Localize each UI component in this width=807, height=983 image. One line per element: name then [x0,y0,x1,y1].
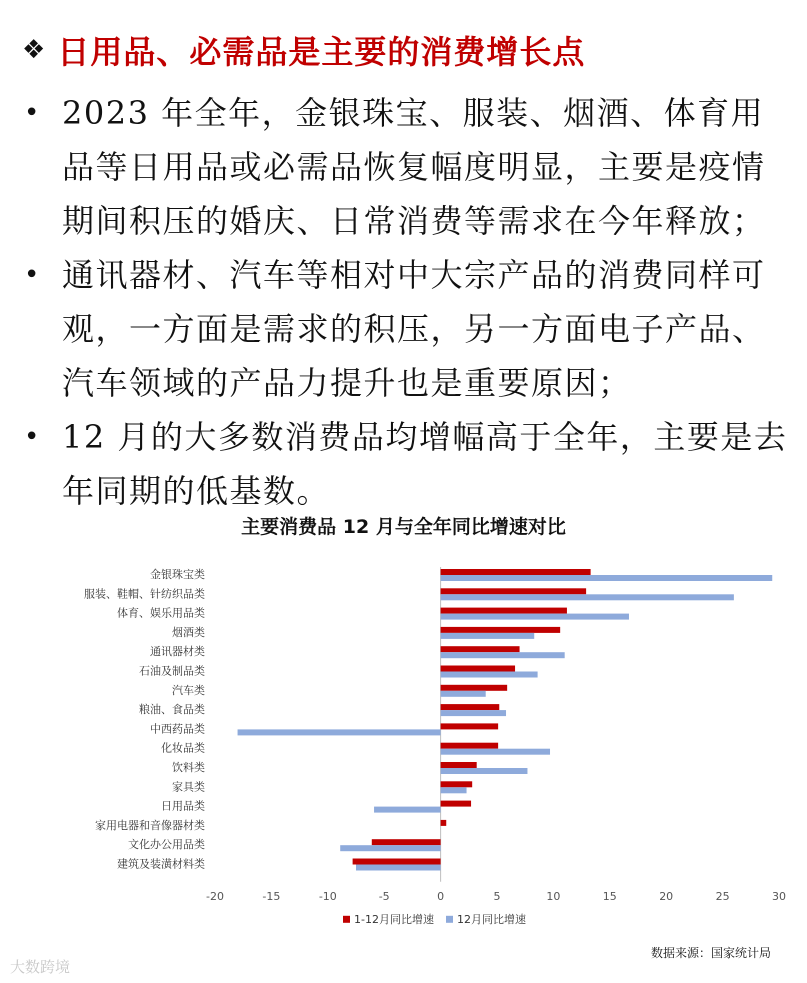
bar-full-year [441,820,447,826]
category-label: 日用品类 [161,799,205,813]
category-label: 中西药品类 [150,722,205,736]
category-label: 家具类 [172,780,205,794]
legend-swatch-full-year [343,916,350,923]
bar-december [441,633,535,639]
bar-full-year [441,666,515,672]
category-label: 建筑及装潢材料类 [117,857,205,871]
section-heading [22,28,585,72]
category-label: 烟酒类 [172,625,205,639]
bullet-text: 通讯器材、汽车等相对中大宗产品的消费同样可观，一方面是需求的积压，另一方面电子产品、汽车领域的产品力提升也是重要原因； [62,256,766,402]
x-tick-label: 20 [659,889,674,903]
category-label: 饮料类 [172,761,205,774]
category-label: 家用电器和音像器材类 [95,818,205,832]
x-tick-label: 15 [602,889,617,903]
bar-december [441,787,467,793]
watermark: 大数跨境 [10,958,71,976]
bar-full-year [441,801,471,807]
bullet-text: 2023 年全年，金银珠宝、服装、烟酒、体育用品等日用品或必需品恢复幅度明显，主要是疫情期间积压的婚庆、日常消费等需求在今年释放； [62,94,766,240]
bullet-dot-icon: • [24,422,40,452]
bar-december [441,672,538,678]
data-source-note: 数据来源：国家统计局 [650,946,771,960]
category-label: 汽车类 [172,683,205,697]
legend-label: 1-12月同比增速 [354,912,434,926]
category-label: 文化办公用品类 [128,838,205,852]
bar-full-year [441,608,567,614]
bar-full-year [441,704,500,710]
category-label: 金银珠宝类 [150,568,205,581]
bullet-dot-icon: • [24,98,40,128]
bullet-dot-icon: • [24,260,40,290]
category-label: 体育、娱乐用品类 [117,606,205,620]
chart-title: 主要消费品 12 月与全年同比增速对比 [241,516,566,538]
bar-full-year [441,646,520,652]
heading-text: 日用品、必需品是主要的消费增长点 [57,33,586,71]
x-tick-label: 30 [772,889,786,903]
x-tick-label: -20 [206,889,224,903]
bar-december [238,729,441,735]
bar-december [441,652,565,658]
bar-december [441,691,486,697]
bar-chart [0,560,807,935]
x-tick-label: -5 [378,889,390,903]
bullet-text: 12 月的大多数消费品均增幅高于全年，主要是去年同期的低基数。 [62,418,788,510]
list-item [22,248,792,410]
bar-full-year [441,569,591,575]
bar-full-year [441,588,587,594]
bar-december [441,594,734,600]
bar-full-year [441,743,499,749]
x-tick-label: 5 [493,889,501,903]
legend-label: 12月同比增速 [457,912,526,926]
category-label: 化妆品类 [161,741,205,755]
bar-full-year [353,859,441,865]
x-tick-label: -15 [262,889,281,903]
bar-december [441,710,506,716]
x-tick-label: 0 [437,889,445,903]
diamond-bullet-icon: ❖ [22,35,46,65]
bar-full-year [441,781,473,787]
x-tick-label: -10 [318,889,337,903]
category-label: 石油及制品类 [139,664,205,678]
x-tick-label: 25 [715,889,730,903]
bar-full-year [441,685,508,691]
bar-december [441,575,773,581]
legend-swatch-december [446,916,453,923]
bar-full-year [441,627,561,633]
bar-december [441,768,528,774]
bar-december [356,865,441,871]
bar-december [441,614,629,620]
category-label: 粮油、食品类 [139,703,205,717]
x-tick-label: 10 [546,889,561,903]
bar-december [374,807,441,813]
bar-december [441,749,550,755]
list-item [22,410,792,518]
list-item [22,86,792,248]
category-label: 通讯器材类 [150,645,205,659]
bullet-list [22,86,792,518]
bar-full-year [372,839,441,845]
bar-december [340,845,440,851]
category-label: 服装、鞋帽、针纺织品类 [84,587,205,601]
bar-full-year [441,762,477,768]
bar-full-year [441,723,499,729]
